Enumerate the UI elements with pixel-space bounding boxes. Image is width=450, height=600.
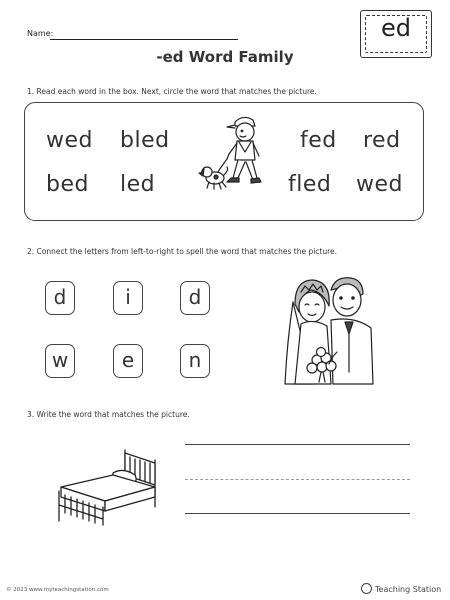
letter-box[interactable]: i — [113, 281, 143, 315]
badge-text: ed — [381, 14, 411, 42]
word-option[interactable]: led — [120, 172, 156, 197]
bride-and-groom-icon — [283, 272, 383, 390]
letter-box[interactable]: e — [113, 344, 143, 378]
page-title: -ed Word Family — [156, 48, 294, 66]
teaching-station-logo-icon — [361, 583, 372, 594]
word-option[interactable]: fled — [288, 172, 332, 197]
instruction-2: 2. Connect the letters from left-to-right to spell the word that matches the picture. — [27, 247, 338, 256]
bed-icon — [55, 445, 165, 525]
word-family-badge — [360, 10, 432, 58]
letter-box[interactable]: d — [180, 281, 210, 315]
word-option[interactable]: bed — [46, 172, 89, 197]
word-option[interactable]: fed — [300, 128, 337, 153]
instruction-1: 1. Read each word in the box. Next, circle the word that matches the picture. — [27, 87, 317, 96]
writing-top-line[interactable] — [185, 444, 410, 445]
boy-walking-dog-icon — [205, 112, 275, 197]
letter-box[interactable]: n — [180, 344, 210, 378]
word-option[interactable]: wed — [356, 172, 403, 197]
letter-box[interactable]: w — [45, 344, 75, 378]
word-option[interactable]: bled — [120, 128, 170, 153]
writing-mid-line — [185, 479, 410, 480]
writing-base-line[interactable] — [185, 513, 410, 514]
copyright-text: © 2023 www.myteachingstation.com — [6, 587, 109, 593]
name-label: Name: — [27, 29, 54, 38]
word-option[interactable]: wed — [46, 128, 93, 153]
name-field — [27, 29, 53, 38]
brand-logo — [375, 585, 441, 594]
brand-name: Teaching Station — [375, 585, 442, 594]
letter-box[interactable]: d — [45, 281, 75, 315]
name-input-line[interactable] — [50, 39, 238, 40]
instruction-3: 3. Write the word that matches the picture. — [27, 410, 190, 419]
word-option[interactable]: red — [363, 128, 401, 153]
